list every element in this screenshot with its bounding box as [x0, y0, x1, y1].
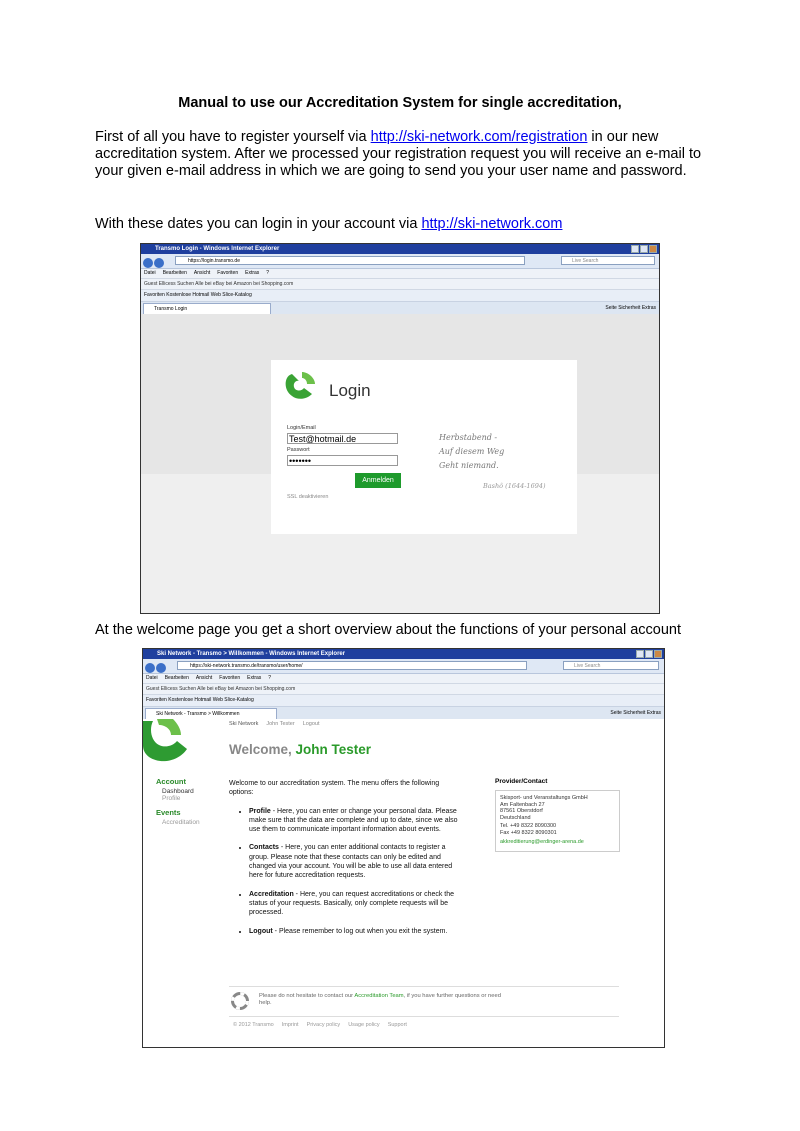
option-text: - Here, you can enter or change your personal data. Please make sure that the data are complete and up to date, since we also use them to communicate important information about events.: [249, 807, 458, 834]
poem: [439, 431, 504, 473]
paragraph-text: With these dates you can login in your account via: [95, 216, 422, 232]
nav-buttons: [145, 660, 171, 671]
nav-logout[interactable]: Logout: [302, 721, 320, 727]
minimize-icon[interactable]: [631, 245, 639, 253]
provider-tel: Tel. +49 8322 8090300: [500, 823, 557, 830]
forward-icon[interactable]: [154, 258, 164, 268]
page-body: [143, 719, 664, 1047]
login-card: [271, 360, 577, 534]
provider-street: Am Faltenbach 27: [500, 801, 545, 808]
sidebar-item-profile[interactable]: Profile: [162, 795, 181, 802]
footer-support[interactable]: Support: [387, 1022, 407, 1028]
search-toolbar[interactable]: Guest Ellicess Suchen Alle bei eBay bei Amazon bei Shopping.com: [141, 279, 659, 290]
url-field[interactable]: https://login.transmo.de: [175, 256, 525, 265]
login-heading: Login: [329, 381, 371, 400]
nav-user[interactable]: John Tester: [266, 721, 295, 727]
footer-copyright: © 2012 Transmo: [233, 1022, 274, 1028]
top-nav: [229, 721, 320, 727]
command-bar[interactable]: Seite Sicherheit Extras: [605, 305, 656, 311]
welcome-label: Welcome,: [229, 742, 292, 757]
menu-item[interactable]: Datei: [146, 675, 158, 681]
maximize-icon[interactable]: [645, 650, 653, 658]
option-name: Contacts: [249, 844, 279, 852]
address-bar: [141, 254, 659, 269]
option-accreditation: [249, 890, 461, 918]
option-name: Accreditation: [249, 890, 294, 898]
provider-country: Deutschland: [500, 814, 531, 821]
search-toolbar[interactable]: Guest Ellicess Suchen Alle bei eBay bei Amazon bei Shopping.com: [143, 684, 664, 695]
favorites-bar[interactable]: Favoriten Kostenlose Hotmail Web Slice-Katalog: [143, 695, 664, 707]
browser-title-bar: [143, 649, 664, 659]
menu-item[interactable]: Favoriten: [217, 270, 239, 276]
email-label: Login/Email: [287, 425, 316, 431]
nav-buttons: [143, 255, 169, 266]
address-bar: [143, 659, 664, 674]
menu-item[interactable]: Ansicht: [193, 270, 211, 276]
paragraph-text: First of all you have to register yourself via: [95, 129, 371, 145]
close-icon[interactable]: [654, 650, 662, 658]
footer-privacy[interactable]: Privacy policy: [306, 1022, 341, 1028]
poem-line: Auf diesem Weg: [439, 447, 505, 456]
menu-item[interactable]: ?: [266, 270, 270, 276]
paragraph-welcome: At the welcome page you get a short overview about the functions of your personal account: [95, 622, 681, 638]
sidebar: [156, 777, 200, 826]
option-text: - Here, you can request accreditations or check the status of your requests. Basically, only complete requests will be processed.: [249, 890, 455, 917]
option-contacts: [249, 843, 461, 880]
footer-divider: [229, 1016, 619, 1017]
url-field[interactable]: https://ski-network.transmo.de/transmo/user/home/: [177, 661, 527, 670]
login-button[interactable]: Anmelden: [355, 473, 401, 488]
option-text: - Please remember to log out when you exit the system.: [272, 927, 448, 935]
menu-bar: [143, 674, 664, 684]
minimize-icon[interactable]: [636, 650, 644, 658]
menu-bar: [141, 269, 659, 279]
login-screenshot: [140, 243, 660, 614]
option-name: Logout: [249, 927, 273, 935]
help-text-a: Please do not hesitate to contact our: [259, 993, 355, 999]
welcome-heading: [229, 742, 371, 757]
ssl-link[interactable]: SSL deaktivieren: [287, 494, 329, 500]
footer-imprint[interactable]: Imprint: [281, 1022, 299, 1028]
sidebar-section-account: Account: [156, 777, 186, 786]
back-icon[interactable]: [145, 663, 155, 673]
poem-author: Bashô (1644-1694): [483, 482, 546, 490]
welcome-screenshot: [142, 648, 665, 1048]
main-content: [229, 779, 461, 936]
menu-item[interactable]: ?: [268, 675, 272, 681]
login-link[interactable]: http://ski-network.com: [421, 216, 563, 232]
footer: [233, 1022, 407, 1028]
intro-text: Welcome to our accreditation system. The menu offers the following options:: [229, 780, 440, 797]
menu-item[interactable]: Favoriten: [219, 675, 241, 681]
email-field[interactable]: Test@hotmail.de: [287, 433, 398, 444]
tab-welcome[interactable]: Ski Network - Transmo > Willkommen: [145, 708, 277, 719]
option-profile: [249, 807, 461, 835]
option-logout: [249, 927, 461, 936]
close-icon[interactable]: [649, 245, 657, 253]
poem-line: Geht niemand.: [439, 461, 499, 470]
options-list: [229, 807, 461, 936]
sidebar-section-events: Events: [156, 808, 181, 817]
menu-item[interactable]: Bearbeiten: [162, 270, 187, 276]
footer-usage[interactable]: Usage policy: [348, 1022, 380, 1028]
menu-item[interactable]: Datei: [144, 270, 156, 276]
browser-title-bar: [141, 244, 659, 254]
window-title: Ski Network - Transmo > Willkommen - Windows Internet Explorer: [157, 651, 346, 657]
accreditation-team-link[interactable]: Accreditation Team: [354, 993, 404, 999]
lifebuoy-icon: [231, 992, 249, 1010]
menu-item[interactable]: Extras: [247, 675, 262, 681]
tab-login[interactable]: Transmo Login: [143, 303, 271, 314]
menu-item[interactable]: Extras: [245, 270, 260, 276]
help-text: [259, 993, 509, 1007]
command-bar[interactable]: Seite Sicherheit Extras: [610, 710, 661, 716]
logo-icon: [282, 370, 320, 404]
logo-icon: [143, 719, 191, 767]
paragraph-text: in our new accreditation system. After we processed your registration request you will receive an e-mail to your given e-mail address in which we are going to send you your user name and password.: [95, 129, 702, 179]
provider-city: 87561 Oberstdorf: [500, 808, 543, 815]
maximize-icon[interactable]: [640, 245, 648, 253]
sidebar-item-dashboard[interactable]: Dashboard: [162, 788, 194, 795]
search-input[interactable]: Live Search: [563, 661, 659, 670]
window-title: Transmo Login - Windows Internet Explorer: [155, 246, 280, 252]
registration-link[interactable]: http://ski-network.com/registration: [370, 129, 588, 145]
option-name: Profile: [249, 807, 271, 815]
password-field[interactable]: •••••••: [287, 455, 398, 466]
forward-icon[interactable]: [156, 663, 166, 673]
provider-fax: Fax +49 8322 8090301: [500, 829, 557, 836]
user-name: John Tester: [295, 742, 372, 757]
poem-line: Herbstabend -: [439, 433, 498, 442]
page-body: [141, 314, 659, 613]
paragraph-login: [95, 216, 715, 233]
menu-item[interactable]: Ansicht: [195, 675, 213, 681]
search-input[interactable]: Live Search: [561, 256, 655, 265]
nav-ski-network[interactable]: Ski Network: [229, 721, 259, 727]
provider-email[interactable]: akkreditierung@erdinger-arena.de: [500, 838, 584, 845]
favorites-bar[interactable]: Favoriten Kostenlose Hotmail Web Slice-Katalog: [141, 290, 659, 302]
provider-company: Skisport- und Veranstaltungs GmbH: [500, 795, 588, 801]
password-label: Passwort: [287, 447, 310, 453]
provider-title: Provider/Contact: [495, 778, 548, 785]
document-title: Manual to use our Accreditation System for single accreditation,: [178, 95, 622, 111]
option-text: - Here, you can enter additional contacts to register a group. Please note that these contacts can only be edited and changed via your account. You will be able to use all data entered here for future accreditation requests.: [249, 844, 453, 880]
help-text-b: , if you have further questions or need help.: [259, 993, 501, 1006]
help-divider: [229, 986, 619, 987]
paragraph-registration: [95, 129, 715, 180]
back-icon[interactable]: [143, 258, 153, 268]
menu-item[interactable]: Bearbeiten: [164, 675, 189, 681]
provider-box: [495, 790, 620, 852]
sidebar-item-accreditation[interactable]: Accreditation: [162, 819, 200, 826]
